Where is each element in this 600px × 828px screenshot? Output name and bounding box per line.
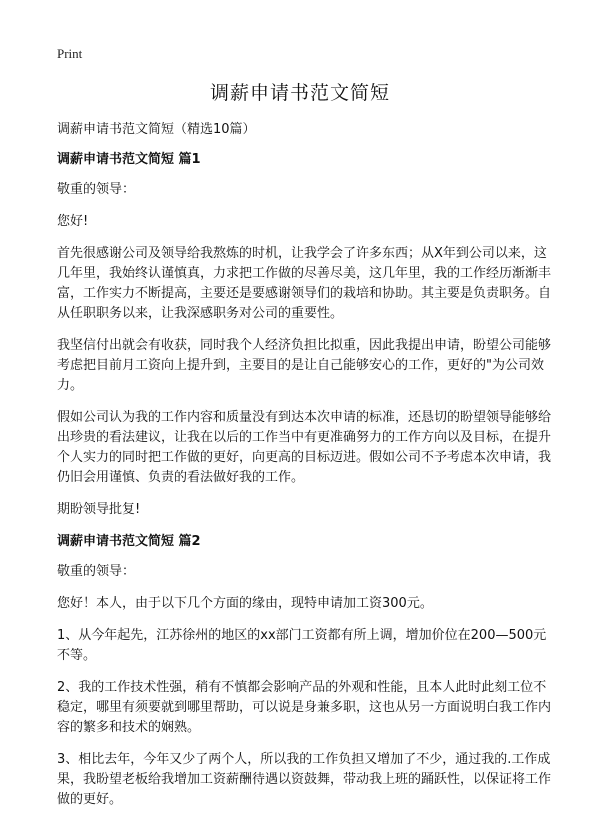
list-item: 2、我的工作技术性强，稍有不慎都会影响产品的外观和性能，且本人此时此刻工位不稳定，哪里有须要就到哪里帮助，可以说是身兼多职，这也从另一方面说明白我工作内容的繁多和技术的娴熟。	[57, 680, 552, 735]
body-paragraph: 假如公司认为我的工作内容和质量没有到达本次申请的标准，还恳切的盼望领导能够给出珍贵的看法建议，让我在以后的工作当中有更准确努力的工作方向以及目标，在提升个人实力的同时把工作做的更好，向更高的目标迈进。假如公司不予考虑本次申请，我仍旧会用谨慎、负责的看法做好我的工作。	[57, 410, 552, 485]
list-item: 1、从今年起先，江苏徐州的地区的xx部门工资都有所上调，增加价位在200—500元不等。	[57, 628, 547, 663]
section-heading: 调薪申请书范文简短 篇2	[57, 534, 201, 549]
list-item: 3、相比去年，今年又少了两个人，所以我的工作负担又增加了不少，通过我的.工作成果，我盼望老板给我增加工资薪酬待遇以资鼓舞，带动我上班的踊跃性，以保证将工作做的更好。	[57, 752, 552, 807]
salutation: 敬重的领导：	[57, 564, 136, 579]
section-2	[57, 532, 553, 810]
salutation: 敬重的领导：	[57, 182, 136, 197]
closing-line: 期盼领导批复!	[57, 502, 141, 517]
document-body	[57, 120, 553, 822]
section-heading: 调薪申请书范文简短 篇1	[57, 152, 201, 167]
greeting: 您好!	[57, 214, 89, 229]
body-paragraph: 首先很感谢公司及领导给我熬炼的时机，让我学会了许多东西；从X年到公司以来，这几年里，我始终认谨慎真，力求把工作做的尽善尽美，这几年里，我的工作经历渐渐丰富，工作实力不断提高，主要还是要感谢领导们的栽培和协助。其主要是负责职务。自从任职职务以来，让我深感职务对公司的重要性。	[57, 246, 552, 321]
print-link[interactable]: Print	[57, 46, 83, 61]
section-1	[57, 150, 553, 520]
body-paragraph: 我坚信付出就会有收获，同时我个人经济负担比拟重，因此我提出申请，盼望公司能够考虑把目前月工资向上提升到，主要目的是让自己能够安心的工作，更好的"为公司效力。	[57, 338, 552, 393]
greeting: 您好！本人，由于以下几个方面的缘由，现特申请加工资300元。	[57, 596, 433, 611]
document-subtitle: 调薪申请书范文简短（精选10篇）	[57, 122, 256, 137]
page-title: 调薪申请书范文简短	[209, 82, 390, 104]
